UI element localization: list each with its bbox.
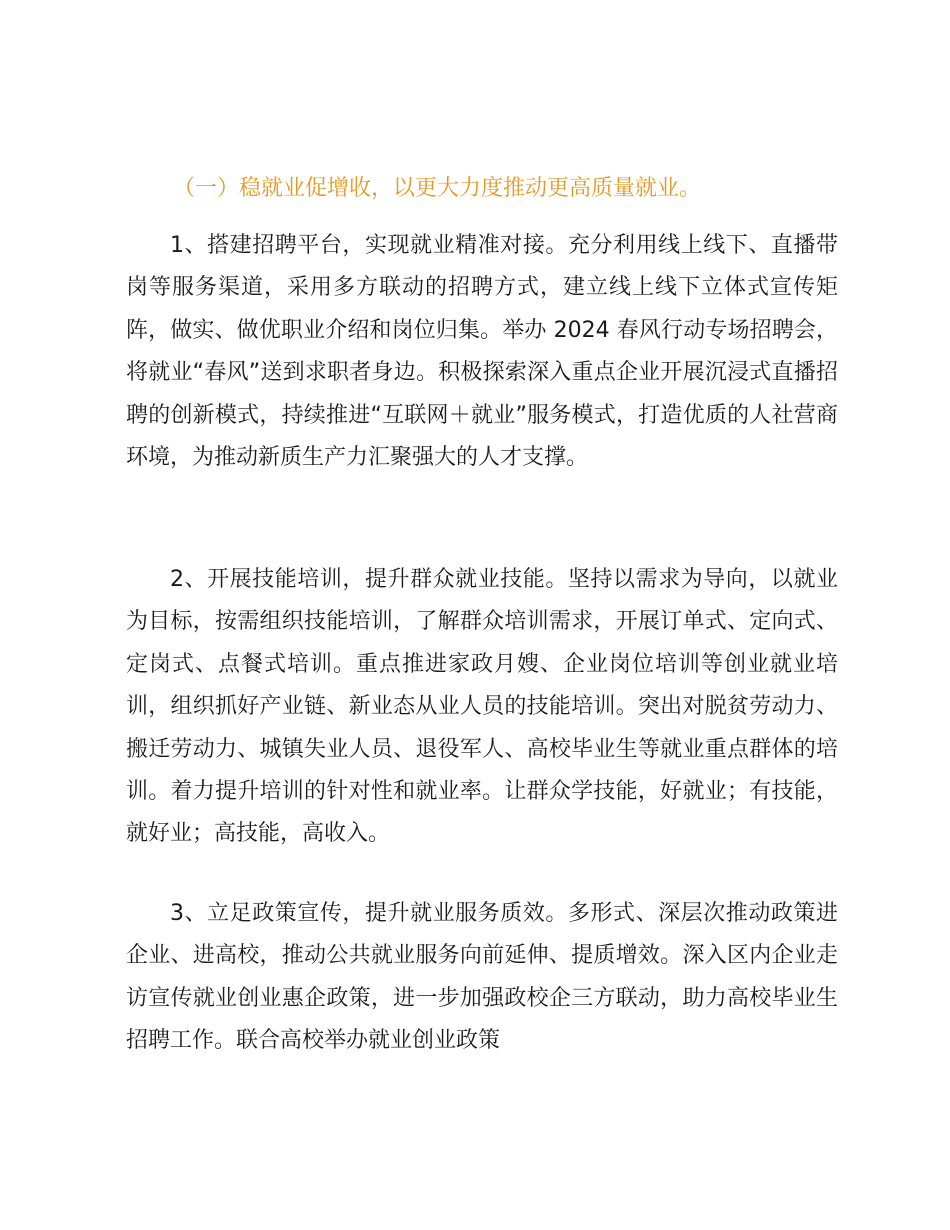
paragraph-recruitment-platform: 1、搭建招聘平台，实现就业精准对接。充分利用线上线下、直播带岗等服务渠道，采用多方联动的招聘方式，建立线上线下立体式宣传矩阵，做实、做优职业介绍和岗位归集。举办 2024 春风行动专场招聘会，将就业“春风”送到求职者身边。积极探索深入重点企业开展沉浸式直播招聘的创新模式，持续推进“互联网＋就业”服务模式，打造优质的人社营商环境，为推动新质生产力汇聚强大的人才支撑。 xyxy=(126,233,838,471)
section-heading: （一）稳就业促增收，以更大力度推动更高质量就业。 xyxy=(173,176,702,201)
paragraph-policy-promotion: 3、立足政策宣传，提升就业服务质效。多形式、深层次推动政策进企业、进高校，推动公共就业服务向前延伸、提质增效。深入区内企业走访宣传就业创业惠企政策，进一步加强政校企三方联动，助力高校毕业生招聘工作。联合高校举办就业创业政策 xyxy=(126,901,838,1054)
paragraph-skills-training: 2、开展技能培训，提升群众就业技能。坚持以需求为导向，以就业为目标，按需组织技能培训，了解群众培训需求，开展订单式、定向式、定岗式、点餐式培训。重点推进家政月嫂、企业岗位培训等创业就业培训，组织抓好产业链、新业态从业人员的技能培训。突出对脱贫劳动力、搬迁劳动力、城镇失业人员、退役军人、高校毕业生等就业重点群体的培训。着力提升培训的针对性和就业率。让群众学技能，好就业；有技能，就好业；高技能，高收入。 xyxy=(126,567,838,847)
